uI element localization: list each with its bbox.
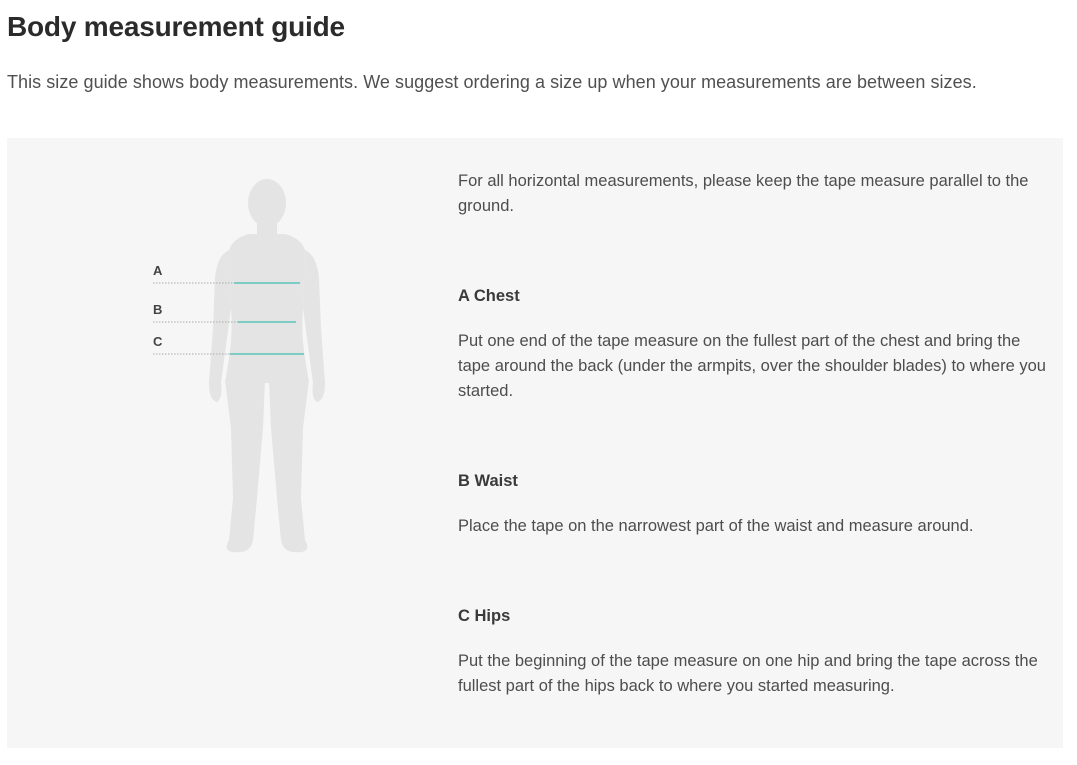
intro-text: This size guide shows body measurements. We suggest ordering a size up when your measurements are between sizes. [7, 72, 977, 92]
section-title-chest: A Chest [458, 287, 520, 305]
body-silhouette-icon [209, 179, 325, 552]
instructions [458, 169, 1048, 699]
section-chest [458, 284, 1048, 404]
section-waist [458, 469, 1048, 539]
page-title: Body measurement guide [7, 11, 345, 42]
section-hips [458, 604, 1048, 699]
section-title-waist: B Waist [458, 472, 518, 490]
marker-label-c: C [153, 334, 163, 349]
section-text-hips: Put the beginning of the tape measure on one hip and bring the tape across the fullest part of the hips back to where you started measuring. [458, 652, 1038, 695]
section-text-waist: Place the tape on the narrowest part of the waist and measure around. [458, 517, 974, 535]
section-text-chest: Put one end of the tape measure on the fullest part of the chest and bring the tape around the back (under the armpits, over the shoulder blades) to where you started. [458, 332, 1046, 400]
marker-label-b: B [153, 302, 163, 317]
body-figure [137, 168, 337, 558]
marker-label-a: A [153, 263, 163, 278]
measurement-panel [7, 138, 1063, 748]
general-note: For all horizontal measurements, please keep the tape measure parallel to the ground. [458, 172, 1029, 215]
section-title-hips: C Hips [458, 607, 511, 625]
